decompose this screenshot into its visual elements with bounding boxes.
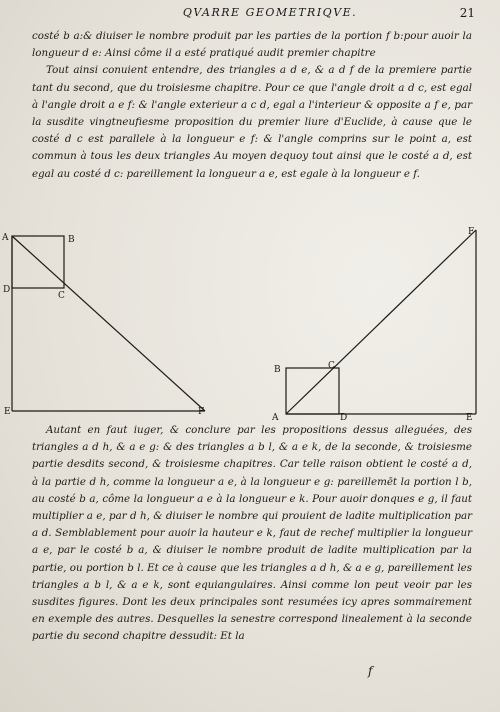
label-e: E bbox=[4, 407, 11, 417]
label-d: D bbox=[3, 285, 11, 295]
bottom-text-block bbox=[32, 422, 472, 646]
label-b: B bbox=[68, 235, 75, 245]
paragraph-continuation: costé b a:& diuiser le nombre produit par les parties de la portion f b:pour auoir la longueur d e: Ainsi côme il a esté pratiqué audit premier chapitre bbox=[32, 30, 472, 60]
figure-right-triangle bbox=[268, 222, 490, 426]
line-af-diagonal bbox=[286, 230, 476, 414]
line-af-diagonal bbox=[12, 236, 205, 411]
top-text-block bbox=[32, 28, 472, 183]
label-c: C bbox=[58, 291, 65, 301]
paragraph-conclusion: Autant en faut iuger, & conclure par les propositions dessus alleguées, des triangles a d h, & a e g: & des triangles a b l, & a e k, de la seconde, & troisiesme partie desdits second, & troisiesme chapitres. Car telle raison obtient le costé a d, à la partie d h, comme la longueur a e, à la longueur e g: pareillemēt la portion l b, au costé b a, côme la longueur a e à la longueur e k. Pour auoir donques e g, il faut multiplier a e, par d h, & diuiser le nombre qui prouient de ladite multiplication par a d. Semblablement pour auoir la hauteur e k, faut de rechef multiplier la longueur a e, par le costé b a, & diuiser le nombre produit de ladite multiplication par la partie, ou portion b l. Et ce à cause que les triangles a d h, & a e g, pareillement les triangles a b l, & a e k, sont equiangulaires. Ainsi comme lon peut veoir par les susdites figures. Dont les deux principales sont resumées icy apres sommairement en exemple des autres. Desquelles la senestre correspond linealement à la seconde partie du second chapitre dessudit: Et la bbox=[32, 424, 472, 643]
running-title: QVARRE GEOMETRIQVE. bbox=[182, 6, 358, 19]
label-f: F bbox=[468, 227, 475, 237]
figure-right-svg bbox=[268, 222, 490, 422]
label-d: D bbox=[340, 413, 348, 423]
catchword: f bbox=[368, 664, 373, 678]
label-e: E bbox=[466, 413, 473, 423]
label-b: B bbox=[274, 365, 281, 375]
figure-left-svg bbox=[0, 228, 215, 423]
label-f: F bbox=[198, 407, 205, 417]
paragraph-triangles: Tout ainsi conuient entendre, des triangles a d e, & a d f de la premiere partie tant du second, que du troisiesme chapitre. Pour ce que l'angle droit a d c, est egal à l'angle droit a e f: & l'angle exterieur a c d, egal a l'interieur & opposite a f e, par la susdite vingtneufiesme proposition du premier liure d'Euclide, à cause que le costé d c est parallele à la longueur e f: & l'angle comprins sur le point a, est commun à tous les deux triangles Au moyen dequoy tout ainsi que le costé a d, est egal au costé d c: pareillement la longueur a e, est egale à la longueur e f. bbox=[32, 64, 472, 180]
label-c: C bbox=[328, 361, 335, 371]
label-a: A bbox=[2, 233, 9, 243]
label-a: A bbox=[272, 413, 279, 423]
page-number: 21 bbox=[459, 6, 475, 20]
figure-left-triangle bbox=[0, 228, 215, 427]
